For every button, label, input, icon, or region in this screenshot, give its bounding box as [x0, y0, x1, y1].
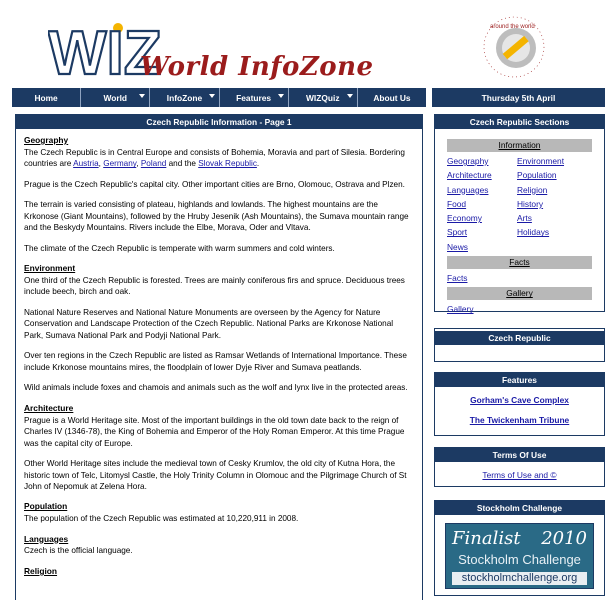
- information-label: Information: [498, 140, 541, 150]
- article-body: [16, 129, 422, 578]
- link-gallery[interactable]: Gallery: [447, 304, 474, 315]
- page-title: Czech Republic Information - Page 1: [16, 115, 422, 129]
- paragraph: Wild animals include foxes and chamois and animals such as the wolf and lynx live in the protected areas.: [24, 383, 408, 393]
- chevron-down-icon: [347, 94, 353, 98]
- link-architecture[interactable]: Architecture: [447, 170, 492, 181]
- gallery-bar[interactable]: [447, 287, 592, 300]
- banner-challenge: Stockholm Challenge: [458, 552, 581, 567]
- country-box: [434, 328, 605, 362]
- stockholm-box: [434, 500, 605, 596]
- link-holidays[interactable]: Holidays: [517, 227, 550, 238]
- facts-label: Facts: [509, 257, 530, 268]
- site-header: [0, 0, 613, 88]
- nav-world-label: World: [103, 92, 128, 103]
- link-slovak-republic[interactable]: Slovak Republic: [198, 159, 257, 169]
- stockholm-title: Stockholm Challenge: [435, 501, 604, 515]
- link-news[interactable]: News: [447, 241, 468, 252]
- nav-home[interactable]: [12, 88, 81, 107]
- banner-year: 2010: [541, 528, 587, 549]
- stockholm-challenge-banner[interactable]: [445, 523, 594, 589]
- link-environment[interactable]: Environment: [517, 156, 565, 166]
- nav-features[interactable]: [220, 88, 289, 107]
- terms-box: [434, 447, 605, 487]
- link-arts[interactable]: Arts: [517, 213, 532, 224]
- paragraph: [24, 147, 414, 170]
- link-poland[interactable]: Poland: [140, 159, 167, 169]
- section-heading-environment: Environment: [24, 263, 76, 274]
- text: .: [256, 159, 260, 169]
- sections-box: [434, 114, 605, 315]
- nav-world[interactable]: [81, 88, 150, 107]
- link-terms-of-use[interactable]: Terms of Use and ©: [482, 470, 557, 480]
- terms-title: Terms Of Use: [435, 448, 604, 462]
- nav-features-label: Features: [236, 92, 272, 103]
- link-food[interactable]: Food: [447, 198, 467, 209]
- paragraph: The terrain is varied consisting of plateau, highlands and lowlands. The highest mountains are the Krkonose (Giant Mountains), followed by the Hruby Jesenik (Ash Mountains), the Sumava mountain range and the Beskydy Mountains. Rivers include the Elbe, Morava, Oder and Vltava.: [24, 200, 409, 233]
- section-heading-geography: Geography: [24, 135, 69, 145]
- banner-finalist: Finalist: [452, 528, 521, 549]
- nav-infozone-label: InfoZone: [166, 92, 203, 103]
- information-bar[interactable]: [447, 139, 592, 152]
- features-box: [434, 372, 605, 436]
- sections-title: Czech Republic Sections: [435, 115, 604, 129]
- link-languages[interactable]: Languages: [447, 184, 489, 195]
- text: ,: [98, 159, 104, 169]
- section-heading-population: Population: [24, 501, 68, 512]
- features-title: Features: [435, 373, 604, 387]
- information-links: [447, 152, 592, 256]
- nav-wizquiz[interactable]: [289, 88, 358, 107]
- paragraph: Prague is a World Heritage site. Most of the important buildings in the old town date back to the reign of Charles IV (1346-78), the King of Bohemia and Emperor of the Holy Roman Emperor. At this time Prague was the capital city of Europe.: [24, 415, 405, 448]
- gallery-label: Gallery: [506, 288, 533, 299]
- link-facts[interactable]: Facts: [447, 273, 468, 284]
- paragraph: Over ten regions in the Czech Republic are listed as Ramsar Wetlands of International Importance. These include Krkonose mountains mires, the floodplain of lower Dyje River and Sumava peatlands.: [24, 351, 407, 372]
- link-history[interactable]: History: [517, 198, 544, 209]
- nav-wizquiz-label: WIZQuiz: [306, 92, 340, 103]
- section-heading-languages: Languages: [24, 533, 69, 544]
- section-heading-religion: Religion: [24, 565, 58, 576]
- text: The Czech Republic is in Central Europe and consists of Bohemia, Moravia and part of Silesia. Bordering countries are: [24, 147, 405, 169]
- text: ,: [136, 159, 141, 169]
- nav-about-us-label: About Us: [373, 92, 411, 103]
- link-religion[interactable]: Religion: [517, 184, 548, 195]
- link-germany[interactable]: Germany: [103, 159, 137, 169]
- paragraph: Other World Heritage sites include the medieval town of Cesky Krumlov, the old city of Kutna Hora, the historic town of Telc, Litomysl Castle, the Holy Trinity Column in Olomouc and the Pilgrimage Church of St John of Nepomuk at Zelena Hora.: [24, 459, 407, 491]
- svg-text:WIZ: WIZ: [48, 22, 162, 78]
- paragraph: The population of the Czech Republic was estimated at 10,220,911 in 2008.: [24, 514, 299, 524]
- nav-home-label: Home: [34, 92, 58, 103]
- banner-url: stockholmchallenge.org: [452, 572, 587, 585]
- date-bar: Thursday 5th April: [432, 88, 605, 107]
- paragraph: One third of the Czech Republic is forested. Trees are mainly coniferous firs and spruce. Deciduous trees include beech, birch and oak.: [24, 275, 405, 297]
- link-gorhams-cave[interactable]: Gorham's Cave Complex: [470, 395, 569, 405]
- paragraph: Prague is the Czech Republic's capital city. Other important cities are Brno, Olomouc, Ostrava and Plzen.: [24, 179, 405, 189]
- link-twickenham-tribune[interactable]: The Twickenham Tribune: [469, 415, 570, 425]
- text: and the: [166, 159, 199, 169]
- link-austria[interactable]: Austria: [73, 159, 99, 169]
- link-geography[interactable]: Geography: [447, 156, 489, 166]
- svg-text:around the world: around the world: [490, 24, 535, 30]
- facts-bar[interactable]: [447, 256, 592, 269]
- country-title: Czech Republic: [435, 331, 604, 345]
- paragraph: Czech is the official language.: [24, 546, 133, 556]
- chevron-down-icon: [139, 94, 145, 98]
- link-sport[interactable]: Sport: [447, 227, 468, 238]
- main-content-panel: [15, 114, 423, 600]
- paragraph: The climate of the Czech Republic is temperate with warm summers and cold winters.: [24, 243, 335, 253]
- nav-infozone[interactable]: [150, 88, 219, 107]
- main-nav: [12, 88, 426, 107]
- link-economy[interactable]: Economy: [447, 213, 482, 224]
- site-logo-text[interactable]: World InfoZone: [140, 52, 374, 82]
- chevron-down-icon: [278, 94, 284, 98]
- link-population[interactable]: Population: [517, 170, 557, 181]
- nav-about-us[interactable]: [358, 88, 426, 107]
- section-heading-architecture: Architecture: [24, 402, 74, 413]
- chevron-down-icon: [209, 94, 215, 98]
- paragraph: National Nature Reserves and National Nature Monuments are overseen by the Agency for Nature Conservation and Landscape Protection of the Czech Republic. National Parks are Krkonose National Park, Sumava National Park and Podyji National Park.: [24, 307, 394, 340]
- world-seal-logo: [476, 12, 552, 82]
